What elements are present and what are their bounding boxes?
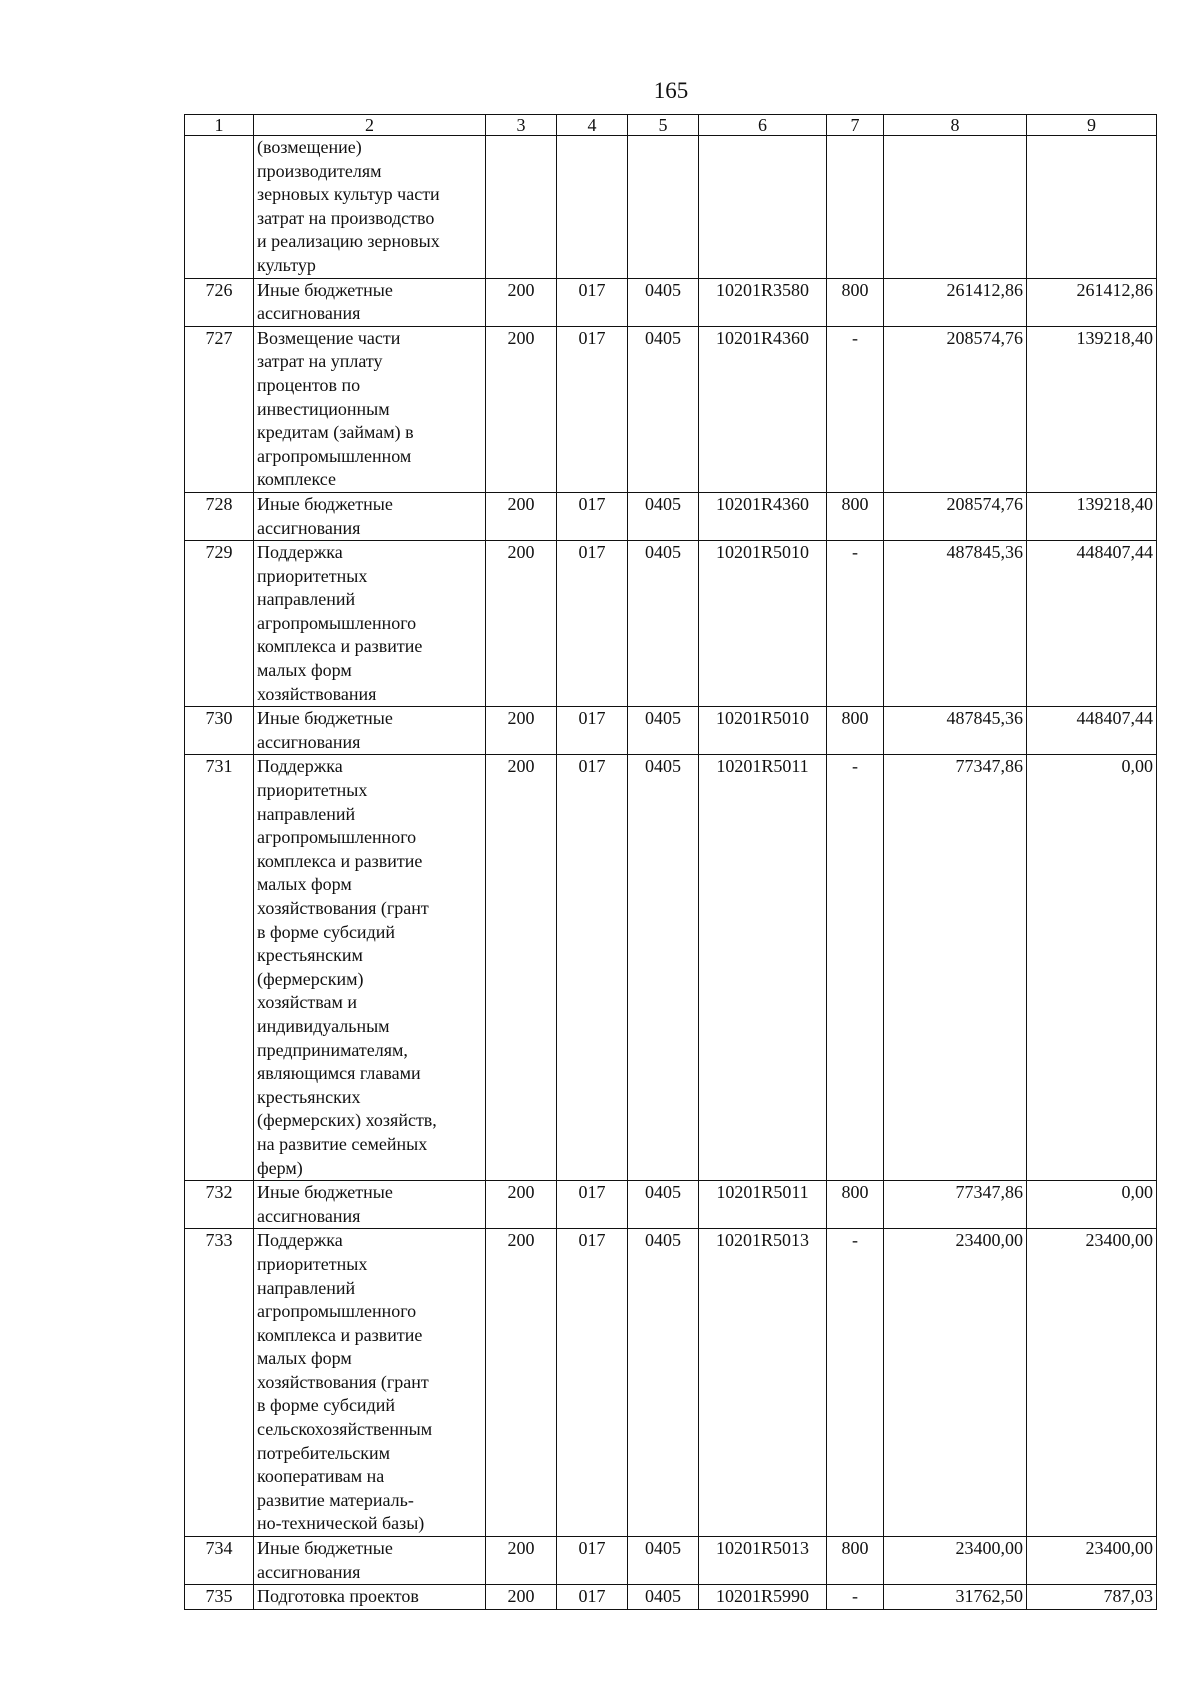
table-row <box>185 492 1157 540</box>
cell-col6: 10201R5990 <box>699 1585 827 1610</box>
table-row <box>185 326 1157 492</box>
cell-col3: 200 <box>486 707 557 755</box>
cell-col4: 017 <box>557 1585 628 1610</box>
cell-col3: 200 <box>486 278 557 326</box>
cell-col4: 017 <box>557 278 628 326</box>
cell-col3: 200 <box>486 1585 557 1610</box>
table-row <box>185 278 1157 326</box>
cell-col6: 10201R5011 <box>699 755 827 1181</box>
table-row <box>185 755 1157 1181</box>
column-header: 8 <box>884 115 1027 136</box>
column-header: 5 <box>628 115 699 136</box>
cell-col9: 261412,86 <box>1027 278 1157 326</box>
row-number <box>185 136 254 279</box>
page-number: 165 <box>653 78 689 103</box>
cell-col5 <box>628 136 699 279</box>
row-name: Подготовка проектов <box>254 1585 486 1610</box>
row-number: 732 <box>185 1181 254 1229</box>
cell-col9: 0,00 <box>1027 1181 1157 1229</box>
cell-col8: 23400,00 <box>884 1537 1027 1585</box>
cell-col8: 23400,00 <box>884 1229 1027 1537</box>
column-header: 7 <box>827 115 884 136</box>
cell-col4 <box>557 136 628 279</box>
cell-col8: 487845,36 <box>884 707 1027 755</box>
cell-col9: 139218,40 <box>1027 326 1157 492</box>
row-name: Иные бюджетные ассигнования <box>254 1181 486 1229</box>
cell-col4: 017 <box>557 492 628 540</box>
table-row <box>185 1585 1157 1610</box>
table-row <box>185 707 1157 755</box>
row-number: 734 <box>185 1537 254 1585</box>
cell-col3: 200 <box>486 326 557 492</box>
cell-col3: 200 <box>486 1537 557 1585</box>
cell-col8: 208574,76 <box>884 326 1027 492</box>
row-name: Иные бюджетные ассигнования <box>254 707 486 755</box>
cell-col4: 017 <box>557 326 628 492</box>
cell-col9: 23400,00 <box>1027 1537 1157 1585</box>
column-header: 9 <box>1027 115 1157 136</box>
cell-col4: 017 <box>557 1537 628 1585</box>
column-header: 2 <box>254 115 486 136</box>
table-row <box>185 136 1157 279</box>
cell-col7: - <box>827 1229 884 1537</box>
column-header: 3 <box>486 115 557 136</box>
row-number: 726 <box>185 278 254 326</box>
row-name: Иные бюджетные ассигнования <box>254 1537 486 1585</box>
table-row <box>185 541 1157 707</box>
cell-col5: 0405 <box>628 1229 699 1537</box>
row-name: Иные бюджетные ассигнования <box>254 278 486 326</box>
cell-col5: 0405 <box>628 278 699 326</box>
row-name: Поддержка приоритетных направлений агропромышленного комплекса и развитие малых форм хозяйствования (грант в форме субсидий сельскохозяйственным потребительским кооперативам на развитие материаль- но-технической базы) <box>254 1229 486 1537</box>
cell-col4: 017 <box>557 541 628 707</box>
cell-col6: 10201R4360 <box>699 492 827 540</box>
row-number: 728 <box>185 492 254 540</box>
cell-col8: 208574,76 <box>884 492 1027 540</box>
cell-col6: 10201R5010 <box>699 707 827 755</box>
cell-col7: - <box>827 326 884 492</box>
cell-col3: 200 <box>486 1229 557 1537</box>
cell-col9: 139218,40 <box>1027 492 1157 540</box>
cell-col3: 200 <box>486 1181 557 1229</box>
column-header: 4 <box>557 115 628 136</box>
cell-col3: 200 <box>486 541 557 707</box>
cell-col6: 10201R5011 <box>699 1181 827 1229</box>
cell-col7: 800 <box>827 1537 884 1585</box>
cell-col8 <box>884 136 1027 279</box>
cell-col7: - <box>827 541 884 707</box>
cell-col5: 0405 <box>628 707 699 755</box>
cell-col7: - <box>827 1585 884 1610</box>
row-name: Поддержка приоритетных направлений агропромышленного комплекса и развитие малых форм хозяйствования (грант в форме субсидий крестьянским (фермерским) хозяйствам и индивидуальным предпринимателям, являющимся главами крестьянских (фермерских) хозяйств, на развитие семейных ферм) <box>254 755 486 1181</box>
column-header: 1 <box>185 115 254 136</box>
cell-col6: 10201R5010 <box>699 541 827 707</box>
cell-col9: 0,00 <box>1027 755 1157 1181</box>
table-row <box>185 1181 1157 1229</box>
cell-col5: 0405 <box>628 492 699 540</box>
cell-col6: 10201R3580 <box>699 278 827 326</box>
column-header: 6 <box>699 115 827 136</box>
table-row <box>185 1229 1157 1537</box>
cell-col9: 787,03 <box>1027 1585 1157 1610</box>
cell-col9: 23400,00 <box>1027 1229 1157 1537</box>
row-number: 735 <box>185 1585 254 1610</box>
row-number: 729 <box>185 541 254 707</box>
row-number: 730 <box>185 707 254 755</box>
cell-col6: 10201R5013 <box>699 1229 827 1537</box>
cell-col3: 200 <box>486 755 557 1181</box>
table-row <box>185 1537 1157 1585</box>
cell-col6: 10201R5013 <box>699 1537 827 1585</box>
cell-col9: 448407,44 <box>1027 707 1157 755</box>
cell-col7: 800 <box>827 707 884 755</box>
cell-col3: 200 <box>486 492 557 540</box>
cell-col8: 31762,50 <box>884 1585 1027 1610</box>
cell-col5: 0405 <box>628 326 699 492</box>
row-number: 733 <box>185 1229 254 1537</box>
cell-col5: 0405 <box>628 1537 699 1585</box>
cell-col6: 10201R4360 <box>699 326 827 492</box>
cell-col7: 800 <box>827 1181 884 1229</box>
row-name: Возмещение части затрат на уплату процентов по инвестиционным кредитам (займам) в агропромышленном комплексе <box>254 326 486 492</box>
header-row <box>185 115 1157 136</box>
budget-table <box>184 114 1157 1610</box>
cell-col5: 0405 <box>628 1585 699 1610</box>
cell-col7 <box>827 136 884 279</box>
cell-col9: 448407,44 <box>1027 541 1157 707</box>
row-name: Поддержка приоритетных направлений агропромышленного комплекса и развитие малых форм хозяйствования <box>254 541 486 707</box>
cell-col8: 77347,86 <box>884 755 1027 1181</box>
cell-col5: 0405 <box>628 1181 699 1229</box>
cell-col4: 017 <box>557 1181 628 1229</box>
cell-col4: 017 <box>557 707 628 755</box>
row-name: (возмещение) производителям зерновых культур части затрат на производство и реализацию зерновых культур <box>254 136 486 279</box>
cell-col7: 800 <box>827 492 884 540</box>
cell-col8: 77347,86 <box>884 1181 1027 1229</box>
cell-col4: 017 <box>557 1229 628 1537</box>
row-name: Иные бюджетные ассигнования <box>254 492 486 540</box>
cell-col8: 261412,86 <box>884 278 1027 326</box>
row-number: 727 <box>185 326 254 492</box>
cell-col8: 487845,36 <box>884 541 1027 707</box>
cell-col7: - <box>827 755 884 1181</box>
row-number: 731 <box>185 755 254 1181</box>
cell-col5: 0405 <box>628 541 699 707</box>
cell-col9 <box>1027 136 1157 279</box>
cell-col7: 800 <box>827 278 884 326</box>
cell-col5: 0405 <box>628 755 699 1181</box>
cell-col3 <box>486 136 557 279</box>
cell-col6 <box>699 136 827 279</box>
cell-col4: 017 <box>557 755 628 1181</box>
